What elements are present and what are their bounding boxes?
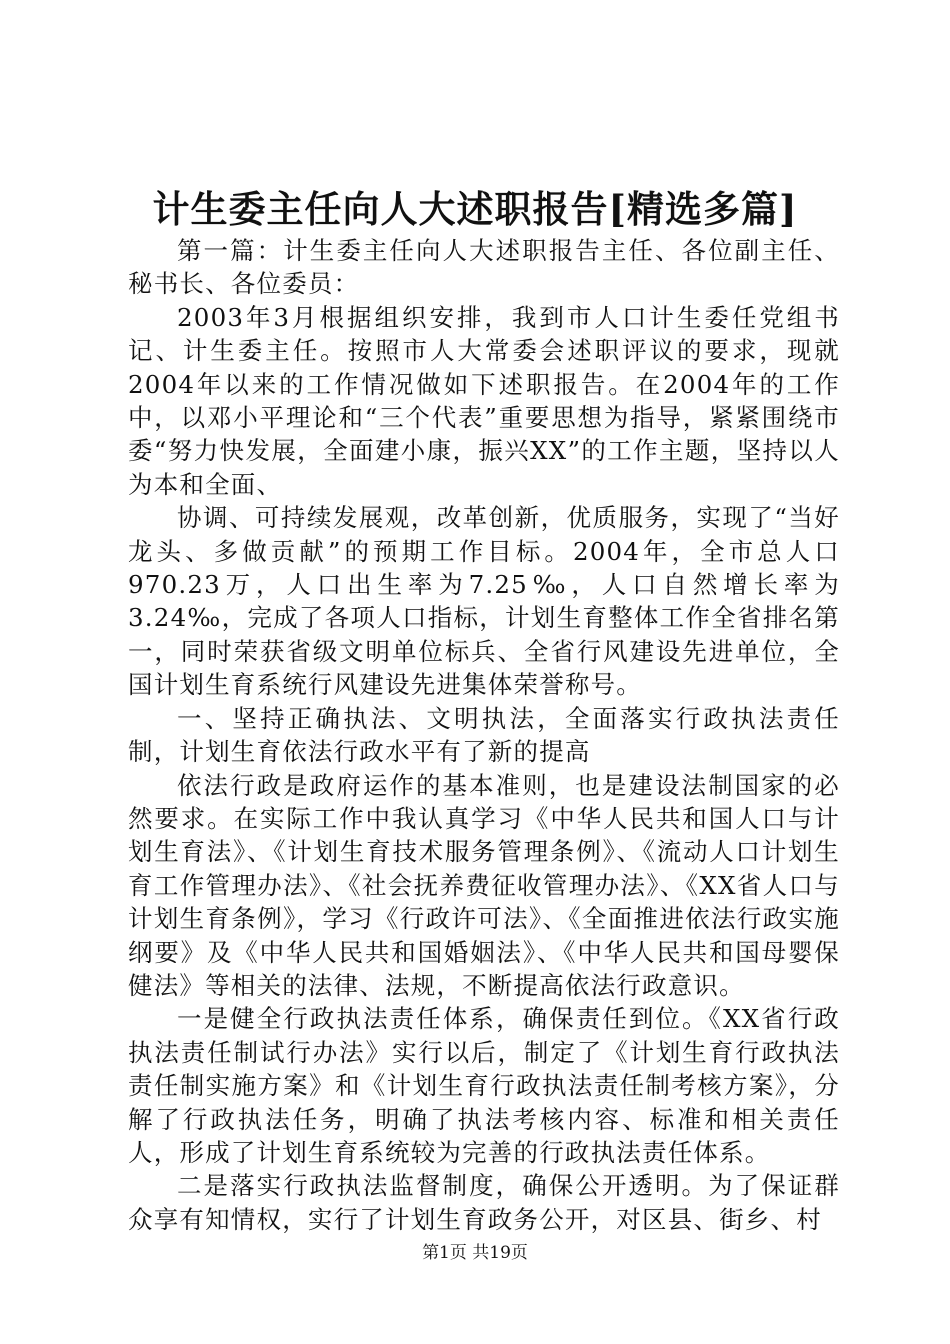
- section-heading: 一、坚持正确执法、文明执法，全面落实行政执法责任制，计划生育依法行政水平有了新的提高: [128, 703, 840, 767]
- paragraph: 第一篇：计生委主任向人大述职报告主任、各位副主任、秘书长、各位委员：: [128, 236, 840, 299]
- document-body: [128, 234, 840, 1236]
- paragraph: 一是健全行政执法责任体系，确保责任到位。《XX省行政执法责任制试行办法》实行以后，制定了《计划生育行政执法责任制实施方案》和《计划生育行政执法责任制考核方案》，分解了行政执法任务，明确了执法考核内容、标准和相关责任人，形成了计划生育系统较为完善的行政执法责任体系。: [128, 1004, 840, 1167]
- paragraph: 依法行政是政府运作的基本准则，也是建设法制国家的必然要求。在实际工作中我认真学习《中华人民共和国人口与计划生育法》、《计划生育技术服务管理条例》、《流动人口计划生育工作管理办法》、《社会抚养费征收管理办法》、《XX省人口与计划生育条例》，学习《行政许可法》、《全面推进依法行政实施纲要》及《中华人民共和国婚姻法》、《中华人民共和国母婴保健法》等相关的法律、法规，不断提高依法行政意识。: [128, 770, 840, 1000]
- document-title: 计生委主任向人大述职报告[精选多篇]: [152, 187, 798, 231]
- paragraph: 二是落实行政执法监督制度，确保公开透明。为了保证群众享有知情权，实行了计划生育政务公开，对区县、街乡、村: [128, 1171, 840, 1234]
- page-number-footer: 第1页 共19页: [422, 1243, 528, 1263]
- paragraph: 2003年3月根据组织安排，我到市人口计生委任党组书记、计生委主任。按照市人大常委会述职评议的要求，现就2004年以来的工作情况做如下述职报告。在2004年的工作中，以邓小平理论和“三个代表”重要思想为指导，紧紧围绕市委“努力快发展，全面建小康，振兴XX”的工作主题，坚持以人为本和全面、: [128, 302, 840, 499]
- paragraph: 协调、可持续发展观，改革创新，优质服务，实现了“当好龙头、多做贡献”的预期工作目标。2004年，全市总人口970.23万，人口出生率为7.25‰，人口自然增长率为3.24‰，完成了各项人口指标，计划生育整体工作全省排名第一，同时荣获省级文明单位标兵、全省行风建设先进单位，全国计划生育系统行风建设先进集体荣誉称号。: [128, 503, 840, 700]
